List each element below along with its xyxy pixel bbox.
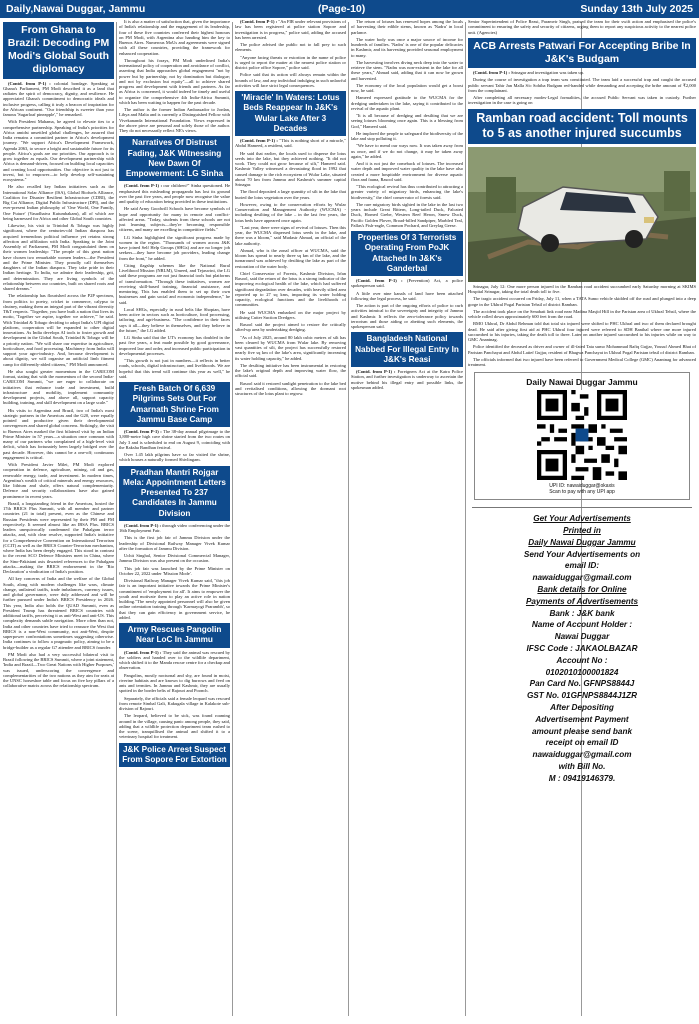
ad-line: Name of Account Holder : — [531, 620, 633, 630]
article-bangladesh-continued: Senior Superintendent of Police Reasi, Paramvir Singh, praised the team for their swift action and emphasised the police's commitment to ensuring the safety and security of citizens, urging them to report any suspicious activity to the nearest police unit. (Agencies) — [468, 19, 696, 35]
column-2 — [119, 19, 230, 1018]
headline-lg-sinha: Narratives Of Distrust Fading, J&K Witnessing New Dawn Of Empowerment: LG Sinha — [119, 136, 230, 181]
headline-ganderbal-properties: Properties Of 3 Terrorists Operating From PoJK Attached In J&K's Ganderbal — [351, 231, 463, 276]
upi-id: UPI ID: nawaiduggar@okaxis — [549, 483, 615, 490]
advertisement-box — [472, 507, 692, 784]
ad-line: Printed in — [563, 526, 601, 536]
ad-email: nawaiduggar@gmail.com — [532, 573, 632, 583]
ad-line: email ID: — [564, 561, 600, 571]
column-4 — [351, 19, 463, 1018]
headline-pangolin: Army Rescues Pangolin Near LoC In Jammu — [119, 623, 230, 648]
article-ramban-accident: Srinagar, July 12: One more person injured in the Ramban road accident succumbed early Saturday morning at SKIMS Hospital Srinagar, taking the total death toll to five. The tragic accident occurred on Friday, July 11, when a TATA Sumo vehicle skidded off the road and plunged into a deep gorge in the Ukhral Pogal Paristan Tehsil of district Ramban. The accident took place on the Senabati link road near Madina Masjid Hill in the Paristan area of Ukhral Tehsil, where the vehicle rolled down approximately 600 feet from the road. BMO Ukhral, Dr Abdul Rehman told that total six injured were shifted to PHC Ukhral and two of them declared brought dead. He said after giving first aid at PHC Ukhral four injured were referred to SDH Banihal where one more injured succumbed to his injuries, taking the death toll to three. Later on another injured succumbed to his injuries while on way to GMC Anantnag. Police identified the deceased as driver and owner of ill-fated Tata sumo Mohammad Rafiq Gujjar, Yousuf Ahmed Bhat of Paristan Panchayat and Abdul Latief Gujjar, resident of Bhagwa Panchayat in Ukhral Pogal Paristan tehsil of district Ramban. The officials informed that two injured have been referred to Government Medical College (GMC) Anantnag for advanced treatment. — [468, 283, 696, 367]
ad-line: Payments of Advertisements — [525, 596, 639, 606]
ad-line: amount please send bank — [531, 726, 633, 736]
ad-line: Get Your Advertisements — [533, 514, 631, 524]
column-3 — [235, 19, 346, 1018]
headline-sopore-extortion: J&K Police Arrest Suspect From Sopore For Extortion — [119, 743, 230, 768]
article-ghana-continued: It is also a matter of satisfaction that, given the importance of India's relationship and the engagement of its leadership, four of these five countries conferred their highest honours on PM Modi, with Argentina also handing him the key to Buenos Aires. Numerous MoUs and agreements were signed with all these countries, providing the framework for enhanced cooperation. Throughout his forays, PM Modi underlined India's international policy of cooperation and avoidance of conflict, asserting that India approaches global engagement "not by power but by partnership; not by domination but dialogue; and not by exclusion but equity"—all to achieve shared progress and development with friends and partners. As far as Africa is concerned, it would indeed be timely and useful to organize the comprehensive 4th India-Africa Summit, which has been waiting to happen for the past decade. The author is the former Indian Ambassador to Jordan, Libya and Malta and is currently a Distinguished Fellow with Vivekananda International Foundation. Views expressed in the above piece are personal and solely those of the author. They do not necessarily reflect NE's views. — [119, 19, 230, 133]
ad-line: Account No : — [556, 655, 608, 665]
article-rojgar-mela: (Contd. from P-1) : through video conferencing under the 16th Employment Fair. This is the first job fair of Jammu Division under the leadership of Divisional Railway Manager Vivek Kumar after the formation of Jammu Division. Uchit Singhal, Senior Divisional Commercial Manager, Jammu Division was also present on the occasion. This job fair was launched by the Prime Minister on October 22, 2022 under 'Mission Mode'. Divisional Railway Manager Vivek Kumar said, "this job fair is an important initiative towards the Prime Minister's commitment of 'employment for all'. It aims to empower the youth and motivate them to play an active role in nation building."The newly appointed personnel will also be given online orientation training through 'Karmayogi Prarambh', so that they can gain efficiency in government service, he added. — [119, 522, 230, 620]
masthead-page-number: (Page-10) — [318, 3, 366, 15]
headline-bangladesh-national: Bangladesh National Nabbed For Illegal Entry In J&K's Reasi — [351, 332, 463, 367]
headline-rojgar-mela: Pradhan Mantri Rojgar Mela: Appointment Letters Presented To 237 Candidates In Jammu Division — [119, 466, 230, 521]
column-divider — [232, 22, 233, 1016]
article-sopore-extortion: (Contd. from P-1) : "An FIR under relevant provisions of law has been registered at police station Sopore and investigation is in progress," police said, adding the accused has been arrested. The police advised the public not to fall prey to such elements. "Anyone facing threats or extortion in the name of police is urged to report the matter at the nearest police station or district police office Sopore," police said. Police said that its action will always remain within the bounds of law, and any individual indulging in such unlawful activities will face strict legal consequences. — [235, 19, 346, 88]
article-lg-sinha: (Contd. from P-1) : our children?" Sinha questioned. He emphasised this misleading propaganda has lost its ground over the past five years, and people now recognise the value and quality of education being provided in these institutions. He said Army Goodwill Schools have become symbols of hope and opportunity for many in remote and conflict-affected areas. "Today, students from these schools are not just learning subjects—they're becoming responsible citizens, and many are excelling in competitive fields." LG Sinha highlighted the significant progress made by women in the region. "Thousands of women across J&K have joined Self Help Groups (SHGs) and are no longer job seekers—they have become job providers, leading change from the front," he added. Citing flagship schemes like the National Rural Livelihood Mission (NRLM), Umeed, and Tejaswini, the LG said these programs are not just financial tools but platforms of transformation. "Through these initiatives, women are receiving skill-based training, financial assistance, and mentoring. This has enabled them to set up their own businesses and gain social and economic independence," he said. Local SHGs, especially in rural belts like Shopian, have been active in sectors such as horticulture, food processing, tailoring, and agri-business. "The confidence in their faces says it all—they believe in themselves, and they believe in the future," the LG added. LG Sinha said that the UT's economy has doubled in the past five years, a feat made possible by good governance, improved law and order, and increased public participation in developmental processes. "This growth is not just in numbers—it reflects in better roads, schools, digital infrastructure, and livelihoods. We are hopeful that this trend will continue this year as well," he said. — [119, 183, 230, 379]
ad-line: receipt on email ID — [545, 738, 619, 748]
masthead-date: Sunday 13th July 2025 — [580, 3, 693, 15]
qr-code-icon[interactable] — [537, 390, 627, 480]
ad-pan: Pan Card No. GFNPS8844J — [529, 679, 635, 689]
headline-wular-lake: 'Miracle' In Waters: Lotus Beds Reappear In J&K's Wular Lake After 3 Decades — [235, 91, 346, 136]
headline-amarnath: Fresh Batch Of 6,639 Pilgrims Sets Out For Amarnath Shrine From Jammu Base Camp — [119, 382, 230, 427]
headline-ghana: From Ghana to Brazil: Decoding PM Modi's Global South diplomacy — [3, 22, 114, 79]
article-wular-lake-continued: The return of lotuses has renewed hopes among the locals of harvesting their edible stems, known as 'Nadru' in local parlance. The water body was once a major source of income for hundreds of families. 'Nadru' is one of the popular delicacies in Kashmir, and its harvesting provided seasonal employment to many. The harvesting involves diving neck deep into the water to retrieve the stem. "Nadru was non-existent in the lake for all these years," Ahmad said, adding that it can now be grown and harvested. The economy of the local population would get a boost now, he said. Hameed expressed gratitude to the WUCMA for the dredging undertaken in the lake, saying it contributed to the revival of the aquatic plant. "It is all because of dredging and desilting that we are seeing lotuses blooming once again. This is a blessing from God," Hameed said. He implored the people to safeguard the biodiversity of the lake and stop polluting it. "We have to mend our ways now. It was taken away from us once, and if we do not change, it may be taken away again," he added. And it is not just the comeback of lotuses. The increased water depth and improved water quality in the lake have also created a more hospitable environment for diverse aquatic flora and fauna, Rasool said. "This ecological revival has thus contributed to attracting a greater variety of migratory birds, enhancing the lake's biodiversity," the chief conservator of forests said. The rare migratory birds sighted in the lake in the last two years include Great Bittern, Long-tailed Duck, Falcated Duck, Horned Grebe, Western Reef Heron, Smew Duck, Pacific Golden Plover, Broad-billed Sandpiper, Marbled Teal, Pallas's Fish-eagle, Common Pochard, and Greylag Geese. — [351, 19, 463, 228]
column-divider — [348, 22, 349, 1016]
article-amarnath: (Contd. from P-1) : The 38-day annual pilgrimage to the 3,880-metre high cave shrine started from the two routes on July 3 and is scheduled to end on August 9, coinciding with the Raksha Bandhan festival. Over 1.45 lakh pilgrims have so far visited the shrine, which houses a naturally formed Shivlingam. — [119, 429, 230, 463]
accident-photo — [468, 147, 696, 282]
ad-bank: Bank : J&K bank — [549, 608, 615, 618]
qr-scan-instruction: Scan to pay with any UPI app — [549, 489, 615, 496]
ad-line: Daily Nawai Duggar Jammu — [528, 537, 636, 547]
column-1 — [3, 19, 114, 1018]
ad-account-holder: Nawai Duggar — [554, 632, 610, 642]
masthead — [0, 0, 699, 18]
article-wular-lake: (Contd. from P-1) : "This is nothing short of a miracle," Abdul Hameed, a resident, said. He said that earlier, the locals used to disperse the lotus seeds into the lake, but they achieved nothing. "It did not work. They could not grow because of silt," Hameed said. Kashmir Valley witnessed a devastating flood in 1992 that caused damage to the rich ecosystem of Wular Lake, situated about 70 km from Jammu and Kashmir's summer capital Srinagar. The flood deposited a large quantity of silt in the lake that buried the lotus vegetation over the years. However, owing to the conservation efforts by Wular Conservation and Management Authority (WUCMA) - including desilting of the lake – in the last few years, the lotus beds have appeared once again. "Last year, there were signs of revival of lotuses. Then this year, the WUCMA dispersed lotus seeds in the lake, and there was a bloom," said Mudasir Ahmad, an official of the lake authority. Ahmad, who is the zonal officer at WUCMA, said the bloom has spread to nearly three sq km of the lake, and the turnaround was achieved by desilting the lake as part of the restoration of the water body. Chief Conservator of Forests, Kashmir Division, Irfan Rasool, said the return of the lotus is a strong indicator of the improving ecological health of the lake, which had suffered significant degradation over decades, with heavily silted area reported up to 27 sq kms, impacting its water holding capacity, ecological functions and the livelihoods of communities. He said WUCMA embarked on the major project by utilising Cutter Suction Dredgers. Rasool said the project aimed to restore the critically silted-up area by undertaking dredging. "As of July 2025, around 80 lakh cubic metres of silt has been cleared by WUCMA from Wular lake. By removing vast quantities of silt, the project has successfully restored nearly five sq km of the lake's area, significantly increasing its water holding capacity," he added. The desilting initiative has been instrumental in restoring the lake's original depth and improving water flow, the official said. Rasool said it restored sunlight penetration to the lake bed and revitalised conditions, allowing the dormant root structures of the lotus plant to regrow. — [235, 138, 346, 396]
article-acb-patwari: (Contd. from P-1) : Srinagar and investigation was taken up. During the course of investigation a trap team was constituted. The team laid a successful trap and caught the accused public servant Tahir Jan Malla S/o Sohiba Budgam red-handed while demanding and accepting the bribe amount of ₹2,000 from the complainant. After completing all necessary modes-Legal formalities, the accused Public Servant was taken in custody. Further investigation in the case is going on — [468, 70, 696, 106]
column-right — [468, 19, 696, 1018]
masthead-publication: Daily,Nawai Duggar, Jammu — [6, 3, 146, 15]
article-bangladesh-national: (Contd. from P-1) : Foreigners Act at the Katra Police Station, and further investigation is underway to ascertain the motive behind his illegal entry and possible links, the spokesman added. — [351, 369, 463, 390]
headline-ramban-accident: Ramban road accident: Toll mounts to 5 as another injured succumbs — [468, 109, 696, 144]
article-ghana: (Contd. from P-1) : colonial bondage. Speaking at Ghana's Parliament, PM Modi described it as a land that radiates the spirit of democracy, dignity, and resilience. He appreciated Ghana's commitment to democratic ideals and inclusive progress, calling it truly a beacon of inspiration for the African continent. "Our friendship is sweeter than your famous 'Sugarloaf pineapple'," he remarked. With President Mahama, he agreed to elevate ties to a comprehensive partnership. Speaking of India's priorities for Africa amidst unsettled global challenges, he assured that India remains a committed partner in Africa's development journey. "We support Africa's Development Framework, Agenda 2063, to secure a bright and sustainable future for its people. Africa's goals are our priorities. Our approach is to grow together as equals. Our development partnership with Africa is demand-driven, focused on building local capacities and creating local opportunities. Our objective is not just to invest, but to empower—to help develop self-sustaining ecosystems." He also recalled key Indian initiatives such as the International Solar Alliance (ISA), Global Biofuels Alliance, Coalition for Disaster Resilient Infrastructure (CDRI), the Big Cat Alliance, Digital Public Infrastructure (DPI), and the ever-present Indian philosophy of 'One World, One Family, One Future' (Vasudhaiva Kutumbakam), all of which are being harnessed for Africa and other Global South countries. Likewise, his visit to Trinidad & Tobago was highly significant, where the centuries-old Indian diaspora has acquired tremendous political influence yet retains strong affection and affiliation with India. Speaking to the Joint Assembly of Parliament, PM Modi congratulated them on their women leadership: "The people of this great nation have chosen two remarkable women leaders—the President and the Prime Minister. They proudly call themselves daughters of the Indian diaspora. They take pride in their Indian heritage. To India, we admire their leadership, grit, and determination. They are living symbols of the relationship between our countries, built on shared roots and shared dreams." The relationship has flourished across the P2P spectrum, from politics to poetry, cricket to commerce, calypso to chutney, making them an integral part of the vibrant diversity T&T respects. "Together, you have built a nation that lives its motto, 'Together we aspire, together we achieve,'" he said. With Trinidad & Tobago deciding to adopt India's UPI digital platform, cooperation will be expanded to other digital innovations. As India develops AI tools to foster growth and development in the Global South, Trinidad & Tobago will be a priority nation. "We will share our expertise in agriculture, horticulture, and food processing. Machinery from India will support your agro-industry. And, because development is about dignity, we will organise an artificial limb fitment camp for differently-abled citizens," PM Modi announced. He also sought greater momentum in the CARICOM format, stating that with the momentum of the second India-CARICOM Summit, "we are eager to collaborate on initiatives that enhance trade and investment, build infrastructure and mobility, implement community development projects, and above all, support capacity building, training, and skill development on a large scale." His visits to Argentina and Brazil, two of India's most strategic partners in the Americas and the G20, were equally pointed and productive given their developmental convergences and shared global concerns. Strikingly, the visit to Buenos Aires marked the first bilateral visit by an Indian Prime Minister in 57 years—a situation once common with many of our partners who complained of a high-level visit deficit, which has fortunately been largely bridged over the past decade. However, this cannot be a one-off; continuous engagement is critical. With President Javier Milei, PM Modi explored cooperation in defence, agriculture, mining, oil and gas, renewable energy, trade, and investment. In modern times, Argentina's wealth of critical minerals and energy resources, like lithium and shale, offers natural complementarity. Defence and security collaborations have also gained prominence in recent years. Brazil, a longstanding friend in the Americas, hosted the 17th BRICS Plus Summit, with all member and partner countries (21 in total) present, even as the Chinese and Russian Presidents were represented by their PM and FM respectively. It seemed almost like an IBSA Plus. BRICS leaders unequivocally condemned the Pahalgam terror attacks, and, with clear resolve, supported India's initiative for a Comprehensive Convention on International Terrorism (CCIT) as well as the BRICS Counter-Terrorism mechanism, where India has been deeply engaged. This stood in contrast to the recent SCO Defence Ministers meet in China, where the Sino-Pakistani axis thwarted references to the Pahalgam attacks—making the BRICS endorsement in the 'Rio Declaration' a vindication of India's position. All key concerns of India and the welfare of the Global South, along with modern challenges like wars, climate change, unilateral tariffs, trade imbalances, currency issues, and global governance, were duly addressed and will be further pursued under India's BRICS Presidency in 2026. This year, India also holds the QUAD Summit, even as President Trump has threatened BRICS countries with additional tariffs, perceiving it as anti-West and anti-US. This complexity demands subtle navigation. More often than not, India and other countries have tried to reassure the West that BRICS is a non-West community, not anti-West, despite superpower confrontations sometimes suggesting otherwise. India continues to follow a pragmatic policy, aiming to be a bridge-builder as a regular G7 attendee and BRICS founder. PM Modi also had a very successful bilateral visit to Brazil following the BRICS Summit, where a joint statement, 'India and Brazil—Two Great Nations with Higher Purposes,' was issued, underscoring the convergence and complementarities of the two nations as they aim for seats at the UNSC horseshoe table and focus on five key pillars of a collaborative matrix across the relationship spectrum. — [3, 80, 114, 689]
qr-title: Daily Nawai Duggar Jammu — [526, 377, 638, 388]
article-ganderbal-properties: (Contd. from P-1) : (Prevention) Act, a police spokesperson said. A little over nine kanals of land have been attached following due legal process, he said. The action is part of the ongoing efforts of police to curb activities inimical to the sovereignty and integrity of Jammu and Kashmir. It reflects the zero-tolerance policy towards terrorism and those aiding or abetting such elements, the spokesperson said. — [351, 278, 463, 329]
article-pangolin: (Contd. from P-1) : They said the animal was rescued by the soldiers and handed over to the wildlife department, which shifted it to the Manda rescue centre for a checkup and observation. Pangolins, mostly nocturnal and shy, are found in moist, riverine habitats and are known to dig burrows and feed on ants and termites. In Jammu and Kashmir, they are usually spotted in the border belts of Rajouri and Poonch. Separately, the officials said a female leopard was rescued from remote Simbal Gali, Kakugala village in Kalakote sub-division of Rajouri. The leopard, believed to be sick, was found roaming around in the village, causing panic among people, they said, adding that a wildlife protection department team rushed to the scene, tranquillised the animal and shifted it to a veterinary hospital for treatment. — [119, 649, 230, 740]
ad-line: Bank details for Online — [537, 585, 627, 595]
ad-ifsc: IFSC Code : JAKAOLBAZAR — [526, 644, 638, 654]
ad-line: with Bill No. — [558, 761, 606, 771]
ad-account-number: 0102010100001824 — [545, 667, 619, 677]
ad-line: After Depositing — [550, 703, 614, 712]
headline-acb-patwari: ACB Arrests Patwari For Accepting Bribe In J&K's Budgam — [468, 38, 696, 68]
ad-line: Send Your Advertisements on — [523, 549, 641, 559]
column-divider — [465, 22, 466, 1016]
ad-line: Advertisement Payment — [535, 714, 629, 724]
upi-qr-panel — [474, 372, 690, 500]
ad-email: nawaiduggar@gmail.com — [532, 750, 632, 760]
ad-phone: M : 09419146379. — [548, 773, 616, 783]
column-divider — [116, 22, 117, 1016]
ad-gst: GST No. 01GFNPS8844J1ZR — [526, 691, 638, 701]
